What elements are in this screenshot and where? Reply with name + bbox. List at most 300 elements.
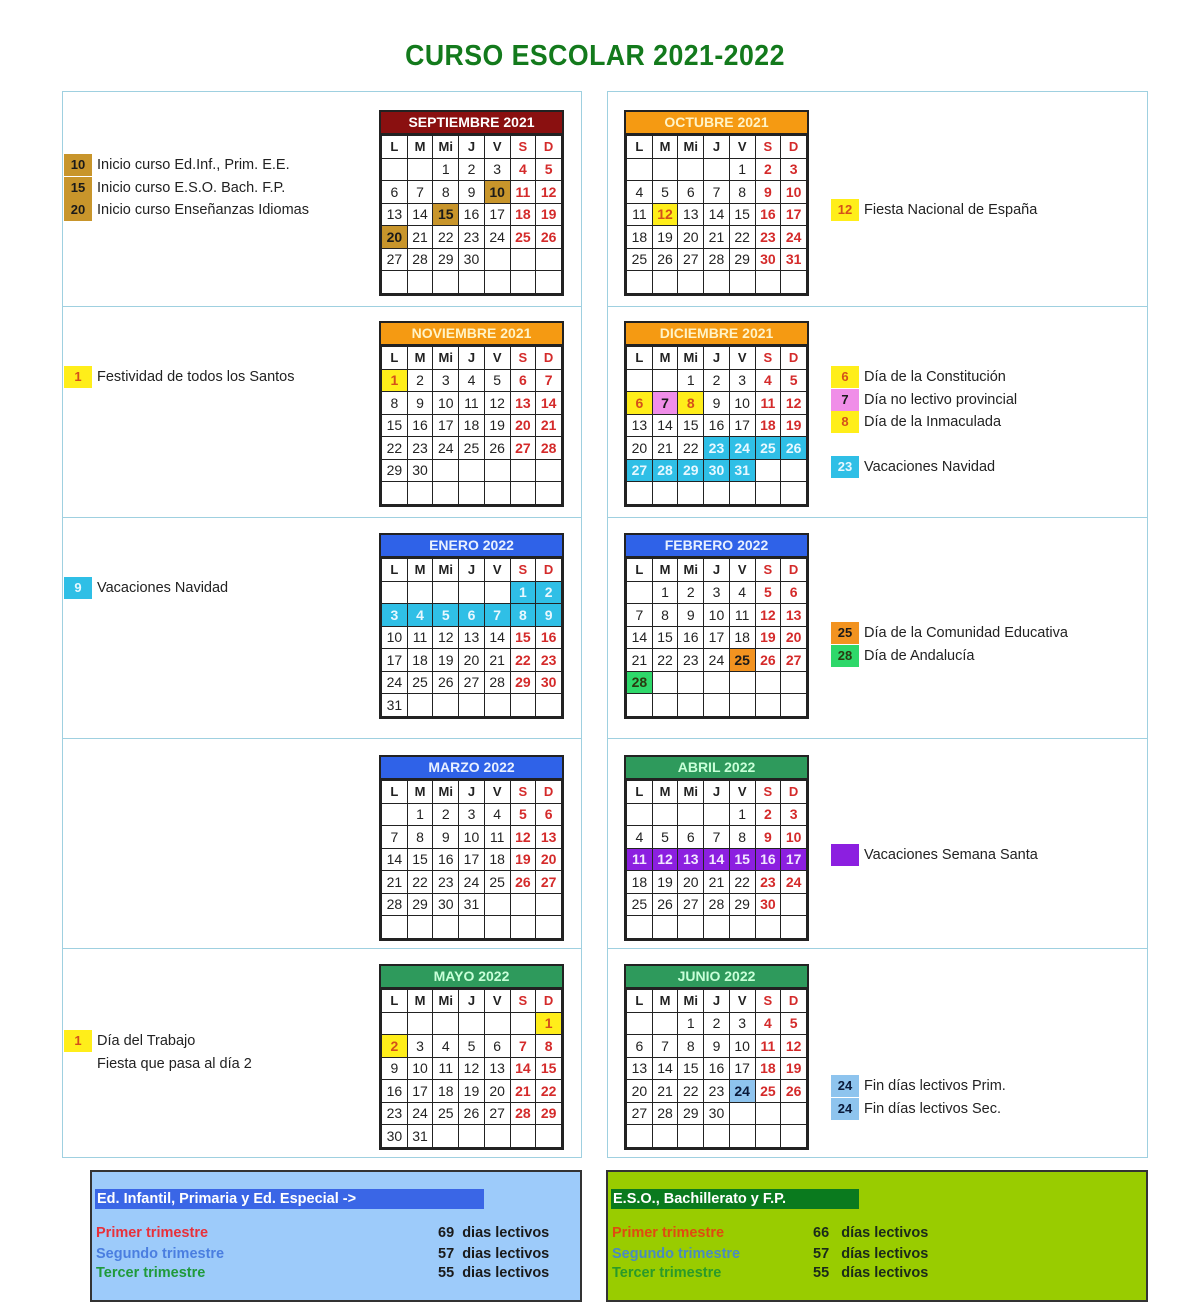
empty-cell [382, 581, 408, 604]
day-cell: 6 [484, 1035, 510, 1058]
day-cell-semana_santa: 16 [755, 848, 781, 871]
empty-cell [627, 1125, 653, 1148]
empty-cell [755, 1125, 781, 1148]
weekday-header: L [627, 559, 653, 582]
weekday-header: D [536, 990, 562, 1013]
legend-label: Fiesta Nacional de España [864, 202, 1038, 219]
weekday-header: J [459, 559, 485, 582]
day-cell: 19 [536, 203, 562, 226]
weekday-header: Mi [678, 136, 704, 159]
weekday-header: S [510, 781, 536, 804]
empty-cell [781, 1125, 807, 1148]
day-cell: 10 [729, 1035, 755, 1058]
weekday-header: J [704, 781, 730, 804]
weekday-header: J [459, 781, 485, 804]
day-cell: 15 [678, 414, 704, 437]
weekday-header: J [704, 347, 730, 370]
day-cell: 4 [729, 581, 755, 604]
legend-item [831, 411, 1017, 434]
day-cell: 22 [652, 649, 678, 672]
day-cell-festivo: 1 [536, 1012, 562, 1035]
legend-item [831, 844, 1038, 867]
weekday-header: M [652, 990, 678, 1013]
day-cell: 15 [407, 848, 433, 871]
weekday-header: V [729, 559, 755, 582]
day-cell: 7 [536, 369, 562, 392]
day-cell: 12 [433, 626, 459, 649]
day-cell: 9 [755, 826, 781, 849]
legend-label: Día de la Inmaculada [864, 414, 1002, 431]
empty-cell [433, 916, 459, 939]
empty-cell [678, 803, 704, 826]
day-cell: 10 [459, 826, 485, 849]
month-header: MAYO 2022 [381, 966, 562, 989]
day-cell: 25 [484, 871, 510, 894]
legend-item [64, 199, 309, 222]
day-cell: 7 [407, 181, 433, 204]
legend-swatch: 8 [831, 411, 859, 433]
weekday-header: Mi [433, 559, 459, 582]
day-cell: 14 [382, 848, 408, 871]
calendar-may [379, 964, 564, 1150]
day-cell: 23 [755, 226, 781, 249]
day-cell: 27 [781, 649, 807, 672]
day-cell: 21 [407, 226, 433, 249]
legend-september [64, 154, 309, 222]
day-cell: 27 [678, 248, 704, 271]
day-cell: 22 [678, 437, 704, 460]
legend-item [831, 456, 995, 479]
day-cell: 3 [704, 581, 730, 604]
day-cell: 12 [781, 392, 807, 415]
summary-primaria-row-3-value [438, 1265, 549, 1281]
weekday-header: V [484, 559, 510, 582]
day-cell: 23 [407, 437, 433, 460]
day-cell: 30 [755, 248, 781, 271]
weekday-header: J [459, 136, 485, 159]
day-cell: 2 [433, 803, 459, 826]
day-cell: 21 [484, 649, 510, 672]
day-cell-navidad: 28 [652, 459, 678, 482]
day-cell: 23 [755, 871, 781, 894]
legend-swatch: 10 [64, 154, 92, 176]
weekday-header: S [510, 347, 536, 370]
calendar-november [379, 321, 564, 507]
unit: días lectivos [841, 1246, 929, 1262]
summary-secundaria-row-2-label: Segundo trimestre [612, 1246, 741, 1262]
day-cell: 27 [627, 1102, 653, 1125]
day-cell: 29 [678, 1102, 704, 1125]
day-cell: 25 [755, 1080, 781, 1103]
legend-item [64, 577, 228, 600]
weekday-header: L [627, 347, 653, 370]
empty-cell [704, 671, 730, 694]
weekday-header: S [510, 559, 536, 582]
day-cell: 20 [627, 1080, 653, 1103]
day-cell: 26 [510, 871, 536, 894]
value: 69 [438, 1225, 455, 1241]
day-cell: 5 [484, 369, 510, 392]
empty-cell [781, 271, 807, 294]
weekday-header: M [652, 559, 678, 582]
day-cell: 24 [781, 226, 807, 249]
day-cell-festivo: 6 [627, 392, 653, 415]
day-cell: 13 [781, 604, 807, 627]
day-cell: 16 [678, 626, 704, 649]
day-cell: 16 [755, 203, 781, 226]
empty-cell [755, 1102, 781, 1125]
day-cell-fin: 24 [729, 1080, 755, 1103]
empty-cell [433, 482, 459, 505]
weekday-header: L [382, 781, 408, 804]
empty-cell [652, 1125, 678, 1148]
day-cell: 24 [484, 226, 510, 249]
empty-cell [536, 482, 562, 505]
day-cell: 7 [652, 1035, 678, 1058]
legend-swatch: 12 [831, 199, 859, 221]
legend-swatch: 7 [831, 389, 859, 411]
day-cell: 22 [382, 437, 408, 460]
day-cell: 21 [704, 871, 730, 894]
empty-cell [407, 694, 433, 717]
legend-swatch: 24 [831, 1098, 859, 1120]
empty-cell [459, 581, 485, 604]
day-cell: 1 [729, 803, 755, 826]
legend-january [64, 577, 228, 600]
day-cell: 9 [755, 181, 781, 204]
day-cell: 15 [678, 1057, 704, 1080]
day-cell: 3 [459, 803, 485, 826]
weekday-header: D [536, 136, 562, 159]
legend-swatch: 6 [831, 366, 859, 388]
day-cell: 20 [484, 1080, 510, 1103]
day-cell: 20 [627, 437, 653, 460]
empty-cell [382, 482, 408, 505]
day-cell: 30 [755, 893, 781, 916]
empty-cell [433, 1125, 459, 1148]
day-cell-inicio: 15 [433, 203, 459, 226]
weekday-header: Mi [433, 347, 459, 370]
empty-cell [536, 271, 562, 294]
day-cell: 21 [510, 1080, 536, 1103]
day-cell: 4 [510, 158, 536, 181]
summary-primaria-heading: Ed. Infantil, Primaria y Ed. Especial -> [95, 1189, 484, 1209]
day-cell: 4 [484, 803, 510, 826]
day-cell: 14 [652, 1057, 678, 1080]
weekday-header: D [536, 781, 562, 804]
day-cell: 15 [652, 626, 678, 649]
day-cell: 12 [755, 604, 781, 627]
day-cell: 19 [652, 871, 678, 894]
empty-cell [627, 482, 653, 505]
day-cell: 31 [459, 893, 485, 916]
legend-label: Festividad de todos los Santos [97, 369, 295, 386]
legend-swatch: 28 [831, 645, 859, 667]
empty-cell [755, 459, 781, 482]
empty-cell [382, 916, 408, 939]
day-cell: 13 [459, 626, 485, 649]
weekday-header: M [407, 559, 433, 582]
day-cell: 17 [484, 203, 510, 226]
empty-cell [678, 671, 704, 694]
day-cell: 26 [755, 649, 781, 672]
empty-cell [484, 459, 510, 482]
day-cell: 5 [536, 158, 562, 181]
empty-cell [627, 916, 653, 939]
day-cell: 29 [536, 1102, 562, 1125]
empty-cell [781, 893, 807, 916]
empty-cell [510, 248, 536, 271]
day-cell: 17 [704, 626, 730, 649]
day-cell: 2 [459, 158, 485, 181]
empty-cell [433, 1012, 459, 1035]
empty-cell [652, 1012, 678, 1035]
day-cell-inicio: 20 [382, 226, 408, 249]
day-cell: 3 [729, 1012, 755, 1035]
day-cell: 30 [382, 1125, 408, 1148]
day-cell: 24 [459, 871, 485, 894]
legend-swatch: 23 [831, 456, 859, 478]
day-cell: 7 [704, 181, 730, 204]
weekday-header: Mi [678, 559, 704, 582]
day-cell: 3 [407, 1035, 433, 1058]
day-cell: 7 [627, 604, 653, 627]
day-cell: 28 [652, 1102, 678, 1125]
weekday-header: D [781, 136, 807, 159]
day-cell: 21 [536, 414, 562, 437]
month-header: SEPTIEMBRE 2021 [381, 112, 562, 135]
day-cell: 2 [678, 581, 704, 604]
day-cell: 14 [510, 1057, 536, 1080]
day-cell: 19 [781, 1057, 807, 1080]
empty-cell [678, 158, 704, 181]
day-cell: 10 [382, 626, 408, 649]
day-cell-navidad: 23 [704, 437, 730, 460]
empty-cell [678, 482, 704, 505]
day-cell: 28 [407, 248, 433, 271]
day-cell-navidad: 31 [729, 459, 755, 482]
day-cell: 6 [627, 1035, 653, 1058]
legend-label: Día de la Constitución [864, 369, 1006, 386]
weekday-header: Mi [678, 990, 704, 1013]
empty-cell [536, 694, 562, 717]
day-cell: 22 [510, 649, 536, 672]
empty-cell [510, 1125, 536, 1148]
empty-cell [484, 581, 510, 604]
weekday-header: S [755, 559, 781, 582]
month-header: ABRIL 2022 [626, 757, 807, 780]
day-cell: 10 [781, 826, 807, 849]
empty-cell [459, 1125, 485, 1148]
empty-cell [652, 803, 678, 826]
empty-cell [407, 916, 433, 939]
day-cell: 19 [781, 414, 807, 437]
empty-cell [459, 482, 485, 505]
summary-primaria-row-2-value [438, 1246, 549, 1262]
empty-cell [382, 271, 408, 294]
day-cell: 14 [484, 626, 510, 649]
day-cell: 14 [704, 203, 730, 226]
weekday-header: D [781, 347, 807, 370]
day-cell: 10 [704, 604, 730, 627]
empty-cell [729, 1102, 755, 1125]
weekday-header: V [729, 990, 755, 1013]
day-cell: 4 [459, 369, 485, 392]
weekday-header: D [536, 347, 562, 370]
legend-item [64, 1030, 252, 1053]
day-cell: 28 [704, 248, 730, 271]
weekday-header: L [627, 990, 653, 1013]
day-cell: 2 [704, 369, 730, 392]
empty-cell [510, 482, 536, 505]
summary-secundaria-row-1-label: Primer trimestre [612, 1225, 725, 1241]
weekday-header: L [382, 559, 408, 582]
empty-cell [484, 1125, 510, 1148]
legend-label: Día no lectivo provincial [864, 391, 1018, 408]
calendar-december [624, 321, 809, 507]
empty-cell [729, 916, 755, 939]
day-cell: 25 [407, 671, 433, 694]
day-cell: 4 [755, 1012, 781, 1035]
day-cell: 16 [704, 414, 730, 437]
summary-secundaria-row-3-value [813, 1265, 928, 1281]
day-cell-festivo: 8 [678, 392, 704, 415]
day-cell: 2 [755, 803, 781, 826]
day-cell: 25 [510, 226, 536, 249]
day-cell: 4 [627, 826, 653, 849]
summary-primaria-row-3-label: Tercer trimestre [96, 1265, 206, 1281]
day-cell: 30 [433, 893, 459, 916]
day-cell: 5 [755, 581, 781, 604]
summary-secundaria-heading: E.S.O., Bachillerato y F.P. [611, 1189, 859, 1209]
empty-cell [781, 916, 807, 939]
summary-primaria-row-2-label: Segundo trimestre [96, 1246, 225, 1262]
day-cell: 27 [536, 871, 562, 894]
day-cell: 7 [510, 1035, 536, 1058]
day-cell: 25 [459, 437, 485, 460]
summary-secundaria-row-2-value [813, 1246, 928, 1262]
day-cell: 8 [433, 181, 459, 204]
empty-cell [510, 271, 536, 294]
day-cell: 3 [729, 369, 755, 392]
empty-cell [484, 1012, 510, 1035]
day-cell: 17 [729, 414, 755, 437]
weekday-header: M [407, 136, 433, 159]
day-cell: 5 [652, 181, 678, 204]
weekday-header: J [459, 347, 485, 370]
day-cell: 5 [459, 1035, 485, 1058]
legend-item [831, 366, 1017, 389]
day-cell: 8 [407, 826, 433, 849]
weekday-header: S [755, 990, 781, 1013]
day-cell: 6 [510, 369, 536, 392]
day-cell-inicio: 10 [484, 181, 510, 204]
empty-cell [652, 482, 678, 505]
value: 55 [438, 1265, 455, 1281]
legend-item [64, 1053, 252, 1076]
month-header: NOVIEMBRE 2021 [381, 323, 562, 346]
unit: días lectivos [841, 1225, 929, 1241]
empty-cell [704, 803, 730, 826]
day-cell: 19 [755, 626, 781, 649]
legend-item [831, 1075, 1006, 1098]
day-cell: 18 [407, 649, 433, 672]
day-cell: 22 [433, 226, 459, 249]
legend-swatch: 24 [831, 1075, 859, 1097]
legend-item [64, 366, 294, 389]
weekday-header: Mi [433, 990, 459, 1013]
legend-may [64, 1030, 252, 1075]
day-cell: 12 [510, 826, 536, 849]
weekday-header: J [704, 136, 730, 159]
empty-cell [459, 459, 485, 482]
empty-cell [484, 248, 510, 271]
value: 66 [813, 1225, 830, 1241]
empty-cell [536, 1125, 562, 1148]
month-header: MARZO 2022 [381, 757, 562, 780]
day-cell: 8 [729, 181, 755, 204]
day-cell: 29 [729, 248, 755, 271]
legend-november [64, 366, 294, 389]
day-cell: 20 [781, 626, 807, 649]
empty-cell [459, 271, 485, 294]
legend-label: Vacaciones Semana Santa [864, 847, 1038, 864]
weekday-header: V [729, 136, 755, 159]
weekday-header: M [407, 781, 433, 804]
day-cell: 3 [484, 158, 510, 181]
day-cell-navidad: 6 [459, 604, 485, 627]
day-cell: 24 [433, 437, 459, 460]
day-cell: 14 [536, 392, 562, 415]
day-cell: 9 [433, 826, 459, 849]
empty-cell [407, 158, 433, 181]
day-cell: 31 [781, 248, 807, 271]
day-cell: 13 [536, 826, 562, 849]
calendar-january [379, 533, 564, 719]
day-cell: 30 [536, 671, 562, 694]
empty-cell [704, 916, 730, 939]
day-cell: 27 [510, 437, 536, 460]
legend-swatch [831, 844, 859, 866]
day-cell: 21 [382, 871, 408, 894]
day-cell-semana_santa: 14 [704, 848, 730, 871]
legend-label: Vacaciones Navidad [864, 459, 996, 476]
day-cell: 18 [627, 226, 653, 249]
day-cell: 1 [678, 369, 704, 392]
day-cell: 3 [781, 158, 807, 181]
legend-swatch: 25 [831, 622, 859, 644]
weekday-header: V [729, 781, 755, 804]
day-cell: 12 [536, 181, 562, 204]
weekday-header: L [627, 781, 653, 804]
day-cell: 9 [704, 1035, 730, 1058]
day-cell: 22 [678, 1080, 704, 1103]
day-cell: 6 [678, 826, 704, 849]
day-cell: 9 [704, 392, 730, 415]
day-cell: 21 [652, 437, 678, 460]
day-cell: 11 [755, 392, 781, 415]
day-cell: 26 [652, 248, 678, 271]
day-cell-semana_santa: 13 [678, 848, 704, 871]
day-cell: 18 [755, 1057, 781, 1080]
day-cell-andalucia: 28 [627, 671, 653, 694]
unit: dias lectivos [462, 1225, 550, 1241]
legend-label: Día de la Comunidad Educativa [864, 625, 1068, 642]
value: 57 [438, 1246, 455, 1262]
day-cell: 4 [433, 1035, 459, 1058]
day-cell-navidad: 9 [536, 604, 562, 627]
day-cell: 20 [536, 848, 562, 871]
